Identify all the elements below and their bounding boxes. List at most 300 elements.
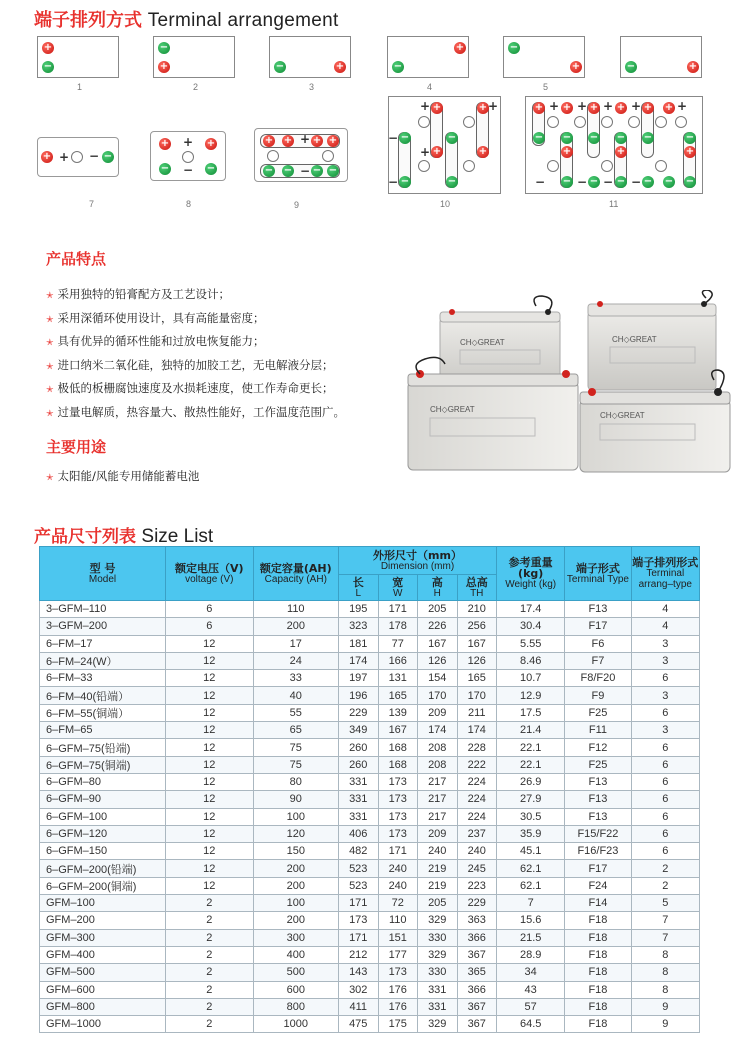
table-cell: 33: [253, 670, 338, 687]
table-cell: 12: [166, 877, 254, 894]
table-cell: 173: [378, 964, 418, 981]
table-cell: 331: [339, 808, 379, 825]
table-cell: 64.5: [497, 1016, 565, 1033]
table-cell: 181: [339, 635, 379, 652]
table-cell: 367: [457, 998, 497, 1015]
table-row: [40, 1016, 700, 1033]
table-cell: 331: [339, 791, 379, 808]
table-cell: 90: [253, 791, 338, 808]
positive-terminal-icon: +: [159, 61, 169, 72]
table-cell: 7: [631, 912, 699, 929]
negative-terminal-icon: −: [562, 176, 572, 187]
table-cell: 100: [253, 808, 338, 825]
table-row: [40, 722, 700, 739]
table-cell: 12: [166, 756, 254, 773]
positive-terminal-icon: +: [534, 102, 544, 113]
table-cell: 12: [166, 739, 254, 756]
table-cell: 2: [166, 981, 254, 998]
table-cell: 6–FM–55(铜端）: [40, 704, 166, 721]
table-cell: F8/F20: [565, 670, 631, 687]
usage-title: 主要用途: [46, 438, 107, 456]
table-cell: 12: [166, 791, 254, 808]
negative-terminal-icon: −: [509, 42, 519, 53]
table-cell: 6–FM–24(W）: [40, 652, 166, 669]
table-cell: 200: [253, 618, 338, 635]
vent-cap-icon: [463, 160, 475, 172]
table-cell: 2: [166, 946, 254, 963]
negative-terminal-icon: −: [664, 176, 674, 187]
table-cell: 154: [418, 670, 458, 687]
positive-terminal-icon: +: [432, 146, 442, 157]
table-cell: 166: [378, 652, 418, 669]
table-cell: 6: [166, 601, 254, 618]
table-cell: 173: [378, 808, 418, 825]
table-cell: 12: [166, 825, 254, 842]
table-cell: 200: [253, 860, 338, 877]
table-cell: 6: [631, 843, 699, 860]
feature-item: ✭ 极低的板栅腐蚀速度及水损耗速度，使工作寿命更长；: [46, 381, 334, 395]
table-cell: 331: [418, 981, 458, 998]
negative-terminal-icon: −: [103, 151, 113, 162]
positive-terminal-icon: +: [664, 102, 674, 113]
table-cell: 167: [378, 722, 418, 739]
table-row: [40, 773, 700, 790]
vent-cap-icon: [574, 116, 586, 128]
table-cell: GFM–400: [40, 946, 166, 963]
table-cell: 367: [457, 1016, 497, 1033]
table-row: [40, 843, 700, 860]
table-cell: GFM–1000: [40, 1016, 166, 1033]
diagram-number: 7: [89, 199, 95, 209]
table-cell: 3: [631, 687, 699, 704]
table-cell: 229: [339, 704, 379, 721]
table-cell: 8: [631, 981, 699, 998]
col-header-width: 宽 W: [378, 575, 418, 601]
table-cell: 43: [497, 981, 565, 998]
table-cell: 9: [631, 998, 699, 1015]
table-cell: 126: [418, 652, 458, 669]
table-row: [40, 912, 700, 929]
table-cell: 222: [457, 756, 497, 773]
table-cell: 6: [631, 670, 699, 687]
positive-terminal-icon: +: [478, 146, 488, 157]
table-cell: F6: [565, 635, 631, 652]
table-row: [40, 739, 700, 756]
star-icon: ✭: [46, 473, 54, 483]
negative-terminal-icon: −: [328, 165, 338, 176]
table-cell: 80: [253, 773, 338, 790]
table-cell: 72: [378, 895, 418, 912]
table-cell: 17: [253, 635, 338, 652]
table-cell: 165: [378, 687, 418, 704]
table-cell: 21.4: [497, 722, 565, 739]
vent-cap-icon: [675, 116, 687, 128]
table-cell: 302: [339, 981, 379, 998]
arrangement-diagram-5: [503, 36, 585, 94]
negative-terminal-icon: −: [312, 165, 322, 176]
vent-cap-icon: [267, 150, 279, 162]
table-cell: 600: [253, 981, 338, 998]
table-cell: GFM–100: [40, 895, 166, 912]
size-table-body: [40, 601, 700, 1033]
table-cell: 126: [457, 652, 497, 669]
table-cell: F25: [565, 756, 631, 773]
table-cell: 365: [457, 964, 497, 981]
table-cell: 2: [631, 877, 699, 894]
table-cell: 6: [631, 739, 699, 756]
table-cell: 7: [631, 929, 699, 946]
table-cell: 150: [253, 843, 338, 860]
vent-cap-icon: [418, 160, 430, 172]
table-cell: 224: [457, 808, 497, 825]
table-cell: 6: [166, 618, 254, 635]
table-cell: 167: [418, 635, 458, 652]
table-cell: 12.9: [497, 687, 565, 704]
table-cell: F17: [565, 860, 631, 877]
table-cell: F18: [565, 1016, 631, 1033]
table-row: [40, 687, 700, 704]
vent-cap-icon: [547, 160, 559, 172]
vent-cap-icon: [655, 116, 667, 128]
negative-terminal-icon: −: [275, 61, 285, 72]
table-cell: 28.9: [497, 946, 565, 963]
positive-terminal-icon: +: [160, 138, 170, 149]
arrangement-title-en: Terminal arrangement: [147, 10, 339, 31]
table-row: [40, 981, 700, 998]
table-cell: 349: [339, 722, 379, 739]
table-cell: 22.1: [497, 756, 565, 773]
positive-terminal-icon: +: [616, 102, 626, 113]
table-row: [40, 670, 700, 687]
negative-terminal-icon: −: [616, 132, 626, 143]
diagram-number: 3: [309, 82, 315, 92]
table-cell: 173: [339, 912, 379, 929]
table-cell: 139: [378, 704, 418, 721]
table-cell: 143: [339, 964, 379, 981]
negative-terminal-icon: −: [393, 61, 403, 72]
table-cell: 366: [457, 981, 497, 998]
table-cell: 9: [631, 1016, 699, 1033]
table-cell: 6–GFM–200(铜端): [40, 877, 166, 894]
table-cell: 226: [418, 618, 458, 635]
battery-brand-label: CH◇GREAT: [600, 411, 645, 420]
table-cell: 212: [339, 946, 379, 963]
positive-terminal-icon: +: [283, 135, 293, 146]
table-row: [40, 964, 700, 981]
size-title-en: Size List: [141, 526, 214, 547]
table-cell: 6–GFM–150: [40, 843, 166, 860]
table-cell: 171: [378, 843, 418, 860]
table-cell: 400: [253, 946, 338, 963]
table-cell: 5.55: [497, 635, 565, 652]
table-cell: 366: [457, 929, 497, 946]
negative-terminal-icon: −: [643, 132, 653, 143]
negative-terminal-icon: −: [534, 132, 544, 143]
table-cell: 24: [253, 652, 338, 669]
col-header-arrangement: 端子排列形式 Terminal arrang–type: [631, 547, 699, 601]
vent-cap-icon: [71, 151, 83, 163]
features-list: [46, 284, 345, 425]
table-cell: 75: [253, 756, 338, 773]
table-row: [40, 895, 700, 912]
table-cell: 363: [457, 912, 497, 929]
table-cell: F17: [565, 618, 631, 635]
table-cell: 367: [457, 946, 497, 963]
features-title: 产品特点: [46, 250, 107, 268]
table-cell: 3: [631, 652, 699, 669]
table-cell: 65: [253, 722, 338, 739]
table-cell: F18: [565, 964, 631, 981]
table-cell: 331: [339, 773, 379, 790]
table-cell: 45.1: [497, 843, 565, 860]
col-header-total-height: 总高 TH: [457, 575, 497, 601]
table-cell: 27.9: [497, 791, 565, 808]
table-cell: GFM–600: [40, 981, 166, 998]
table-cell: 26.9: [497, 773, 565, 790]
battery-brand-label: CH◇GREAT: [460, 338, 505, 347]
vent-cap-icon: [601, 116, 613, 128]
arrangement-title-cn: 端子排列方式: [34, 10, 142, 31]
table-cell: 245: [457, 860, 497, 877]
table-cell: 219: [418, 877, 458, 894]
table-cell: 237: [457, 825, 497, 842]
table-cell: 6: [631, 756, 699, 773]
table-cell: F18: [565, 981, 631, 998]
table-cell: 77: [378, 635, 418, 652]
positive-terminal-icon: +: [688, 61, 698, 72]
table-cell: F13: [565, 791, 631, 808]
arrangement-diagram-7: + + − − 7: [37, 137, 119, 209]
table-cell: 12: [166, 808, 254, 825]
positive-terminal-icon: +: [685, 146, 695, 157]
table-row: [40, 704, 700, 721]
diagram-number: 5: [543, 82, 549, 92]
table-cell: 6: [631, 791, 699, 808]
negative-terminal-icon: −: [159, 42, 169, 53]
table-cell: 167: [457, 635, 497, 652]
vent-cap-icon: [182, 151, 194, 163]
star-icon: ✭: [46, 314, 54, 325]
table-cell: 57: [497, 998, 565, 1015]
table-row: [40, 791, 700, 808]
table-cell: 208: [418, 756, 458, 773]
table-cell: 75: [253, 739, 338, 756]
table-row: [40, 652, 700, 669]
positive-terminal-icon: +: [206, 138, 216, 149]
feature-item: ✭ 具有优异的循环性能和过放电恢复能力；: [46, 334, 265, 348]
table-cell: 178: [378, 618, 418, 635]
table-cell: 329: [418, 912, 458, 929]
table-cell: 523: [339, 860, 379, 877]
table-cell: 173: [378, 791, 418, 808]
table-cell: F16/F23: [565, 843, 631, 860]
table-row: [40, 601, 700, 618]
star-icon: ✭: [46, 361, 54, 372]
table-cell: 205: [418, 895, 458, 912]
diagram-number: 9: [294, 200, 300, 210]
table-cell: 6–GFM–100: [40, 808, 166, 825]
col-header-model: 型 号 Model: [40, 547, 166, 601]
table-cell: 197: [339, 670, 379, 687]
table-cell: 330: [418, 964, 458, 981]
table-cell: 406: [339, 825, 379, 842]
positive-terminal-icon: +: [478, 102, 488, 113]
table-cell: 195: [339, 601, 379, 618]
table-cell: 40: [253, 687, 338, 704]
table-cell: 240: [378, 860, 418, 877]
table-row: [40, 635, 700, 652]
negative-terminal-icon: −: [160, 163, 170, 174]
negative-terminal-icon: −: [562, 132, 572, 143]
table-cell: F13: [565, 773, 631, 790]
positive-terminal-icon: +: [562, 146, 572, 157]
table-cell: 260: [339, 739, 379, 756]
vent-cap-icon: [628, 116, 640, 128]
table-cell: F25: [565, 704, 631, 721]
diagram-number: 1: [77, 82, 83, 92]
table-cell: F18: [565, 998, 631, 1015]
negative-terminal-icon: −: [626, 61, 636, 72]
star-icon: ✭: [46, 385, 54, 395]
table-cell: 12: [166, 722, 254, 739]
col-header-dimension: 外形尺寸（mm） Dimension (mm): [339, 547, 497, 575]
table-cell: 6–GFM–200(铅端): [40, 860, 166, 877]
table-cell: 17.4: [497, 601, 565, 618]
negative-terminal-icon: −: [589, 132, 599, 143]
table-cell: 475: [339, 1016, 379, 1033]
table-cell: 12: [166, 652, 254, 669]
table-cell: 331: [418, 998, 458, 1015]
table-row: [40, 825, 700, 842]
table-cell: 2: [631, 860, 699, 877]
table-cell: 223: [457, 877, 497, 894]
positive-terminal-icon: +: [562, 102, 572, 113]
arrangement-diagram-8: + + + − − − 8: [150, 131, 226, 209]
feature-item: ✭ 采用独特的铅膏配方及工艺设计；: [46, 287, 231, 301]
table-cell: 300: [253, 929, 338, 946]
negative-terminal-icon: −: [43, 61, 53, 72]
table-cell: GFM–200: [40, 912, 166, 929]
table-cell: F7: [565, 652, 631, 669]
table-cell: 34: [497, 964, 565, 981]
col-header-weight: 参考重量(kg) Weight (kg): [497, 547, 565, 601]
table-cell: 6: [631, 773, 699, 790]
table-cell: 229: [457, 895, 497, 912]
table-cell: 240: [418, 843, 458, 860]
negative-terminal-icon: −: [685, 176, 695, 187]
table-cell: 2: [166, 1016, 254, 1033]
table-cell: 6–GFM–90: [40, 791, 166, 808]
table-cell: F9: [565, 687, 631, 704]
table-cell: 217: [418, 773, 458, 790]
arrangement-diagram-9: + + + + + − − − − − 9: [254, 128, 348, 210]
negative-terminal-icon: −: [400, 132, 410, 143]
table-cell: 4: [631, 618, 699, 635]
table-cell: 200: [253, 912, 338, 929]
table-cell: 219: [418, 860, 458, 877]
table-cell: 329: [418, 946, 458, 963]
negative-terminal-icon: −: [616, 176, 626, 187]
table-cell: 228: [457, 739, 497, 756]
table-cell: 174: [339, 652, 379, 669]
table-cell: 196: [339, 687, 379, 704]
table-cell: 6–FM–17: [40, 635, 166, 652]
table-cell: 6–GFM–120: [40, 825, 166, 842]
table-cell: 10.7: [497, 670, 565, 687]
col-header-voltage: 额定电压（V) voltage (V): [166, 547, 254, 601]
table-cell: 170: [457, 687, 497, 704]
table-cell: 3–GFM–110: [40, 601, 166, 618]
table-cell: 174: [418, 722, 458, 739]
table-cell: 22.1: [497, 739, 565, 756]
table-cell: 4: [631, 601, 699, 618]
table-cell: 6–GFM–80: [40, 773, 166, 790]
table-cell: 1000: [253, 1016, 338, 1033]
table-cell: 240: [457, 843, 497, 860]
table-cell: F13: [565, 808, 631, 825]
table-row: [40, 618, 700, 635]
feature-item: ✭ 过量电解质，热容量大、散热性能好，工作温度范围广。: [46, 404, 346, 419]
star-icon: ✭: [46, 408, 54, 419]
terminal-arrangement-title: [34, 6, 339, 32]
table-cell: 211: [457, 704, 497, 721]
vent-cap-icon: [547, 116, 559, 128]
table-cell: 3: [631, 722, 699, 739]
table-cell: 330: [418, 929, 458, 946]
table-cell: 12: [166, 704, 254, 721]
table-cell: 210: [457, 601, 497, 618]
table-cell: 200: [253, 877, 338, 894]
positive-terminal-icon: +: [312, 135, 322, 146]
table-cell: 168: [378, 756, 418, 773]
table-cell: 205: [418, 601, 458, 618]
table-row: [40, 860, 700, 877]
table-row: [40, 929, 700, 946]
table-cell: F12: [565, 739, 631, 756]
table-cell: GFM–800: [40, 998, 166, 1015]
negative-terminal-icon: −: [447, 132, 457, 143]
vent-cap-icon: [655, 160, 667, 172]
table-cell: 131: [378, 670, 418, 687]
table-cell: 500: [253, 964, 338, 981]
negative-terminal-icon: −: [589, 176, 599, 187]
table-cell: 171: [339, 895, 379, 912]
size-title-cn: 产品尺寸列表: [34, 527, 136, 547]
table-cell: 523: [339, 877, 379, 894]
table-cell: 8.46: [497, 652, 565, 669]
table-cell: 21.5: [497, 929, 565, 946]
table-cell: 2: [166, 998, 254, 1015]
table-cell: F24: [565, 877, 631, 894]
usage-item: ✭ 太阳能/风能专用储能蓄电池: [46, 469, 200, 483]
positive-terminal-icon: +: [264, 135, 274, 146]
table-cell: 5: [631, 895, 699, 912]
table-cell: 177: [378, 946, 418, 963]
star-icon: ✭: [46, 291, 54, 301]
table-cell: 62.1: [497, 877, 565, 894]
negative-terminal-icon: −: [400, 176, 410, 187]
table-cell: 6–GFM–75(铜端): [40, 756, 166, 773]
feature-item: ✭ 采用深循环使用设计，具有高能量密度；: [46, 310, 265, 325]
table-cell: 6: [631, 704, 699, 721]
table-cell: 2: [166, 964, 254, 981]
table-cell: 165: [457, 670, 497, 687]
table-cell: 3–GFM–200: [40, 618, 166, 635]
positive-terminal-icon: +: [616, 146, 626, 157]
table-cell: 151: [378, 929, 418, 946]
table-cell: 240: [378, 877, 418, 894]
arrangement-diagram-2: [153, 36, 235, 94]
